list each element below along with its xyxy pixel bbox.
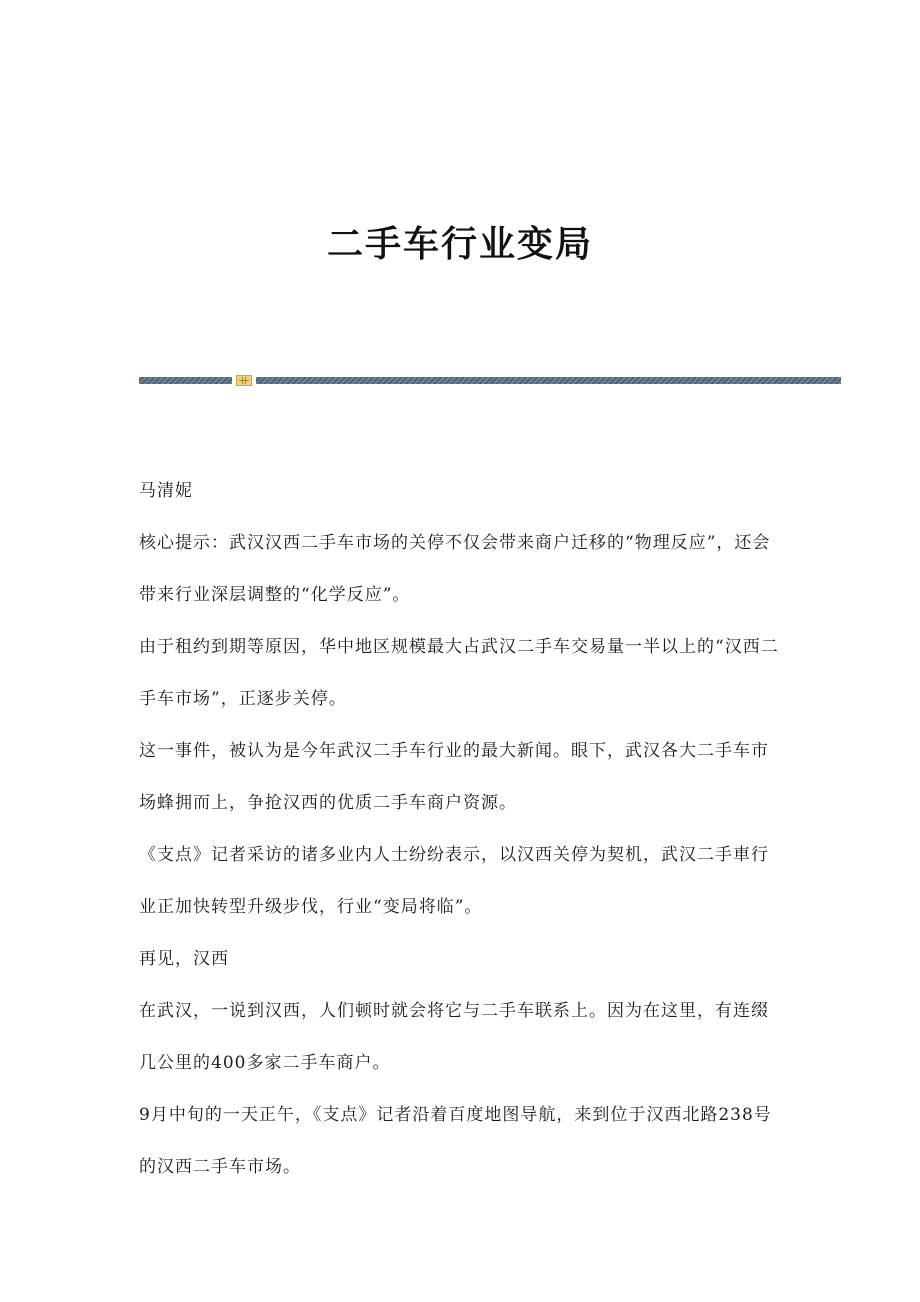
divider-ornament-icon [236, 375, 252, 386]
paragraph: 9月中旬的一天正午，《支点》记者沿着百度地图导航，来到位于汉西北路238号的汉西二手车市场。 [139, 1105, 772, 1177]
article-body [139, 465, 779, 1193]
divider-bar-right [256, 377, 841, 384]
paragraph: 《支点》记者采访的诸多业内人士纷纷表示，以汉西关停为契机，武汉二手車行业正加快转型升级步伐，行业“变局将临”。 [139, 845, 769, 917]
paragraph: 这一事件，被认为是今年武汉二手车行业的最大新闻。眼下，武汉各大二手车市场蜂拥而上，争抢汉西的优质二手车商户资源。 [139, 741, 769, 813]
divider-bar-left [139, 377, 232, 384]
author-line: 马清妮 [139, 481, 193, 501]
paragraph: 核心提示：武汉汉西二手车市场的关停不仅会带来商户迁移的“物理反应”，还会带来行业深层调整的“化学反应”。 [139, 533, 771, 605]
paragraph: 由于租约到期等原因，华中地区规模最大占武汉二手车交易量一半以上的“汉西二手车市场”，正逐步关停。 [139, 637, 779, 709]
section-heading: 再见，汉西 [139, 949, 229, 969]
paragraph: 在武汉，一说到汉西，人们顿时就会将它与二手车联系上。因为在这里，有连缀几公里的400多家二手车商户。 [139, 1001, 769, 1073]
document-title: 二手车行业变局 [326, 224, 593, 265]
title-divider [139, 375, 841, 385]
